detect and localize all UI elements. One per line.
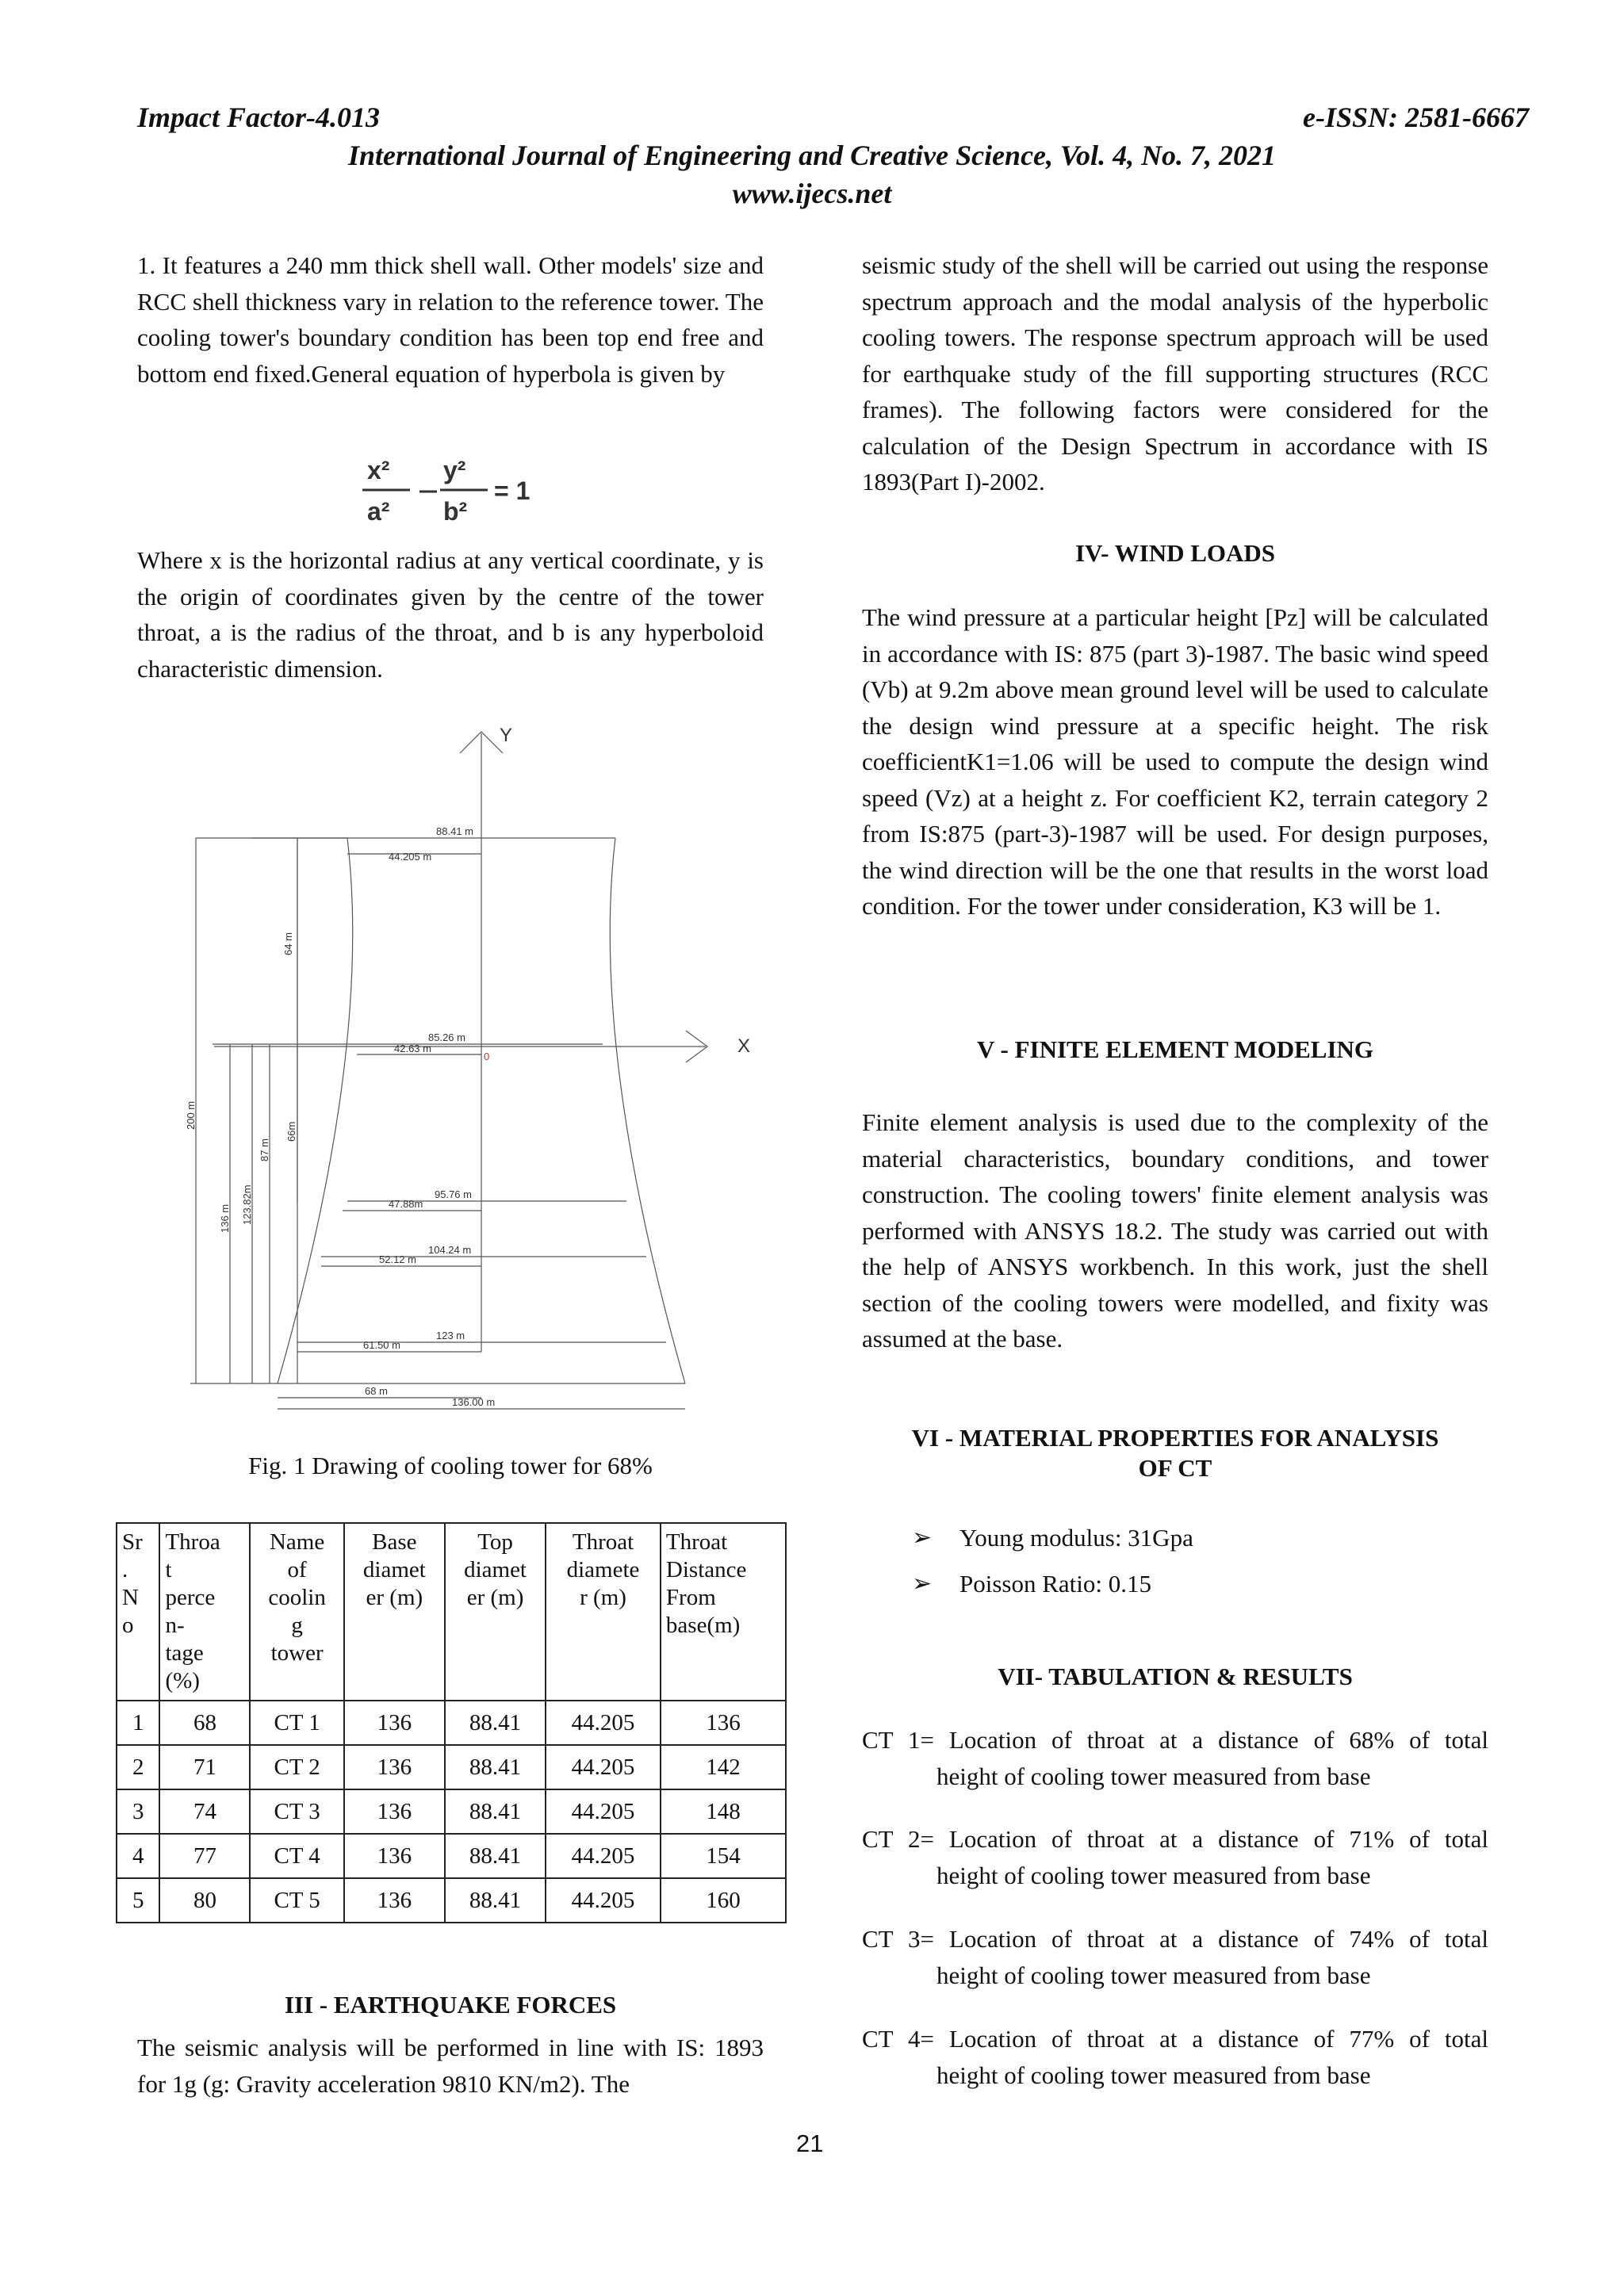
dim-64m: 64 m: [282, 932, 294, 955]
table-cell: 71: [159, 1745, 250, 1789]
table-cell: 44.205: [546, 1834, 661, 1878]
cooling-tower-figure: [159, 718, 777, 1435]
table-cell: 4: [117, 1834, 159, 1878]
dim-123m: 123 m: [436, 1330, 465, 1341]
table-cell: 77: [159, 1834, 250, 1878]
table-header-cell: Throa t perce n- tage (%): [159, 1523, 250, 1701]
table-cell: 148: [661, 1789, 786, 1834]
dim-68m: 68 m: [365, 1385, 388, 1397]
section-7-title: VII- TABULATION & RESULTS: [998, 1663, 1353, 1690]
table-cell: 1: [117, 1701, 159, 1745]
section-5-title: V - FINITE ELEMENT MODELING: [976, 1035, 1374, 1063]
table-cell: 44.205: [546, 1789, 661, 1834]
table-cell: 68: [159, 1701, 250, 1745]
dim-87m: 87 m: [259, 1138, 270, 1161]
table-cell: CT 4: [250, 1834, 343, 1878]
formula-a2: a²: [367, 497, 390, 526]
left-paragraph-1: 1. It features a 240 mm thick shell wall. Other models' size and RCC shell thickness vary in relation to the reference tower. The cooling tower's boundary condition has been top end free and bottom end fixed.General equation of hyperbola is given by: [137, 251, 764, 388]
table-cell: 88.41: [445, 1701, 546, 1745]
table-cell: 74: [159, 1789, 250, 1834]
ct-entry: CT 2= Location of throat at a distance of 71% of total height of cooling tower measured from base: [862, 1825, 1488, 1889]
dim-throat-radius: 42.63 m: [394, 1043, 431, 1054]
arrow-bullet-icon: ➢: [912, 1571, 933, 1597]
table-row: [117, 1878, 786, 1923]
table-cell: 154: [661, 1834, 786, 1878]
dim-top-radius: 44.205 m: [389, 851, 432, 863]
dim-61-50m: 61.50 m: [363, 1339, 400, 1351]
dim-136-00m: 136.00 m: [452, 1396, 496, 1408]
table-cell: 136: [344, 1789, 445, 1834]
left-paragraph-2: Where x is the horizontal radius at any vertical coordinate, y is the origin of coordinates given by the centre of the tower throat, a is the radius of the throat, and b is any hyperboloid characteristic dimension.: [137, 546, 764, 683]
section-6-title-line-1: VI - MATERIAL PROPERTIES FOR ANALYSIS: [911, 1424, 1439, 1452]
table-cell: 136: [344, 1878, 445, 1923]
table-row: [117, 1789, 786, 1834]
table-cell: 2: [117, 1745, 159, 1789]
dim-95-76m: 95.76 m: [435, 1188, 472, 1200]
dim-top-diameter: 88.41 m: [436, 825, 473, 837]
table-row: [117, 1745, 786, 1789]
dim-66m: 66m: [285, 1121, 297, 1142]
dim-47-88m: 47.88m: [389, 1198, 423, 1210]
page-number: 21: [796, 2130, 824, 2157]
table-row: [117, 1834, 786, 1878]
dim-123-82m: 123.82m: [241, 1184, 253, 1225]
formula-y2: y²: [443, 456, 466, 484]
list-item: ➢ Poisson Ratio: 0.15: [912, 1561, 1467, 1607]
table-cell: CT 3: [250, 1789, 343, 1834]
section-4-title: IV- WIND LOADS: [1074, 539, 1276, 567]
axis-y-label: Y: [500, 725, 513, 746]
material-properties-list: [912, 1515, 1467, 1607]
table-cell: CT 5: [250, 1878, 343, 1923]
table-cell: 160: [661, 1878, 786, 1923]
table-header-row: [117, 1523, 786, 1701]
table-cell: 5: [117, 1878, 159, 1923]
table-cell: 80: [159, 1878, 250, 1923]
table-header-cell: Throat Distance From base(m): [661, 1523, 786, 1701]
axis-x-label: X: [737, 1035, 751, 1057]
impact-factor: Impact Factor-4.013: [137, 101, 380, 133]
table-cell: 44.205: [546, 1878, 661, 1923]
table-cell: 136: [344, 1701, 445, 1745]
section-3-title: III - EARTHQUAKE FORCES: [284, 1991, 617, 2019]
issn: e-ISSN: 2581-6667: [1303, 101, 1529, 133]
table-header-cell: Sr . N o: [117, 1523, 159, 1701]
table-cell: 136: [344, 1745, 445, 1789]
table-cell: 3: [117, 1789, 159, 1834]
origin-label: 0: [484, 1050, 490, 1062]
table-cell: 136: [344, 1834, 445, 1878]
figure-caption: Fig. 1 Drawing of cooling tower for 68%: [248, 1452, 653, 1479]
table-cell: CT 2: [250, 1745, 343, 1789]
formula-eq: = 1: [494, 476, 530, 505]
table-row: [117, 1701, 786, 1745]
dim-52-12m: 52.12 m: [379, 1253, 416, 1265]
dim-200m: 200 m: [185, 1100, 197, 1130]
table-cell: CT 1: [250, 1701, 343, 1745]
table-cell: 88.41: [445, 1878, 546, 1923]
section-6-title-line-2: OF CT: [1138, 1454, 1212, 1482]
table-cell: 88.41: [445, 1834, 546, 1878]
section-3-paragraph: The seismic analysis will be performed in line with IS: 1893 for 1g (g: Gravity acceleration 9810 KN/m2). The: [137, 2034, 764, 2098]
table-cell: 136: [661, 1701, 786, 1745]
formula-x2: x²: [367, 456, 390, 484]
journal-url[interactable]: www.ijecs.net: [732, 178, 892, 209]
journal-title: International Journal of Engineering and Creative Science, Vol. 4, No. 7, 2021: [347, 140, 1277, 171]
hyperbola-equation: [361, 450, 551, 534]
cooling-tower-table: [116, 1522, 787, 1923]
table-header-cell: Top diamet er (m): [445, 1523, 546, 1701]
arrow-bullet-icon: ➢: [912, 1525, 933, 1551]
table-header-cell: Base diamet er (m): [344, 1523, 445, 1701]
list-item: ➢ Young modulus: 31Gpa: [912, 1515, 1467, 1561]
table-cell: 142: [661, 1745, 786, 1789]
ct-entry: CT 1= Location of throat at a distance of 68% of total height of cooling tower measured from base: [862, 1726, 1488, 1790]
table-cell: 44.205: [546, 1745, 661, 1789]
formula-b2: b²: [443, 497, 468, 526]
table-header-cell: Name of coolin g tower: [250, 1523, 343, 1701]
table-header-cell: Throat diamete r (m): [546, 1523, 661, 1701]
ct-entry: CT 3= Location of throat at a distance of 74% of total height of cooling tower measured from base: [862, 1925, 1488, 1989]
section-6-title: [862, 1423, 1488, 1483]
dim-throat-diameter: 85.26 m: [428, 1031, 465, 1043]
dim-104-24m: 104.24 m: [428, 1244, 472, 1256]
section-5-paragraph: Finite element analysis is used due to the complexity of the material characteristics, boundary conditions, and tower construction. The cooling towers' finite element analysis was performed with ANSYS 18.2. The study was carried out with the help of ANSYS workbench. In this work, just the shell section of the cooling towers were modelled, and fixity was assumed at the base.: [862, 1108, 1488, 1353]
table-cell: 88.41: [445, 1789, 546, 1834]
table-cell: 44.205: [546, 1701, 661, 1745]
ct-entry: CT 4= Location of throat at a distance of 77% of total height of cooling tower measured from base: [862, 2025, 1488, 2089]
section-4-paragraph: The wind pressure at a particular height [Pz] will be calculated in accordance with IS: 875 (part 3)-1987. The basic wind speed (Vb) at 9.2m above mean ground level will be used to calculate the design wind pressure at a specific height. The risk coefficientK1=1.06 will be used to compute the design wind speed (Vz) at a height z. For coefficient K2, terrain category 2 from IS:875 (part-3)-1987 will be used. For design purposes, the wind direction will be the one that results in the worst load condition. For the tower under consideration, K3 will be 1.: [862, 603, 1488, 920]
dim-136m: 136 m: [219, 1203, 231, 1233]
table-cell: 88.41: [445, 1745, 546, 1789]
right-paragraph-1: seismic study of the shell will be carried out using the response spectrum approach and the modal analysis of the hyperbolic cooling towers. The response spectrum approach will be used for earthquake study of the fill supporting structures (RCC frames). The following factors were considered for the calculation of the Design Spectrum in accordance with IS 1893(Part I)-2002.: [862, 251, 1488, 496]
